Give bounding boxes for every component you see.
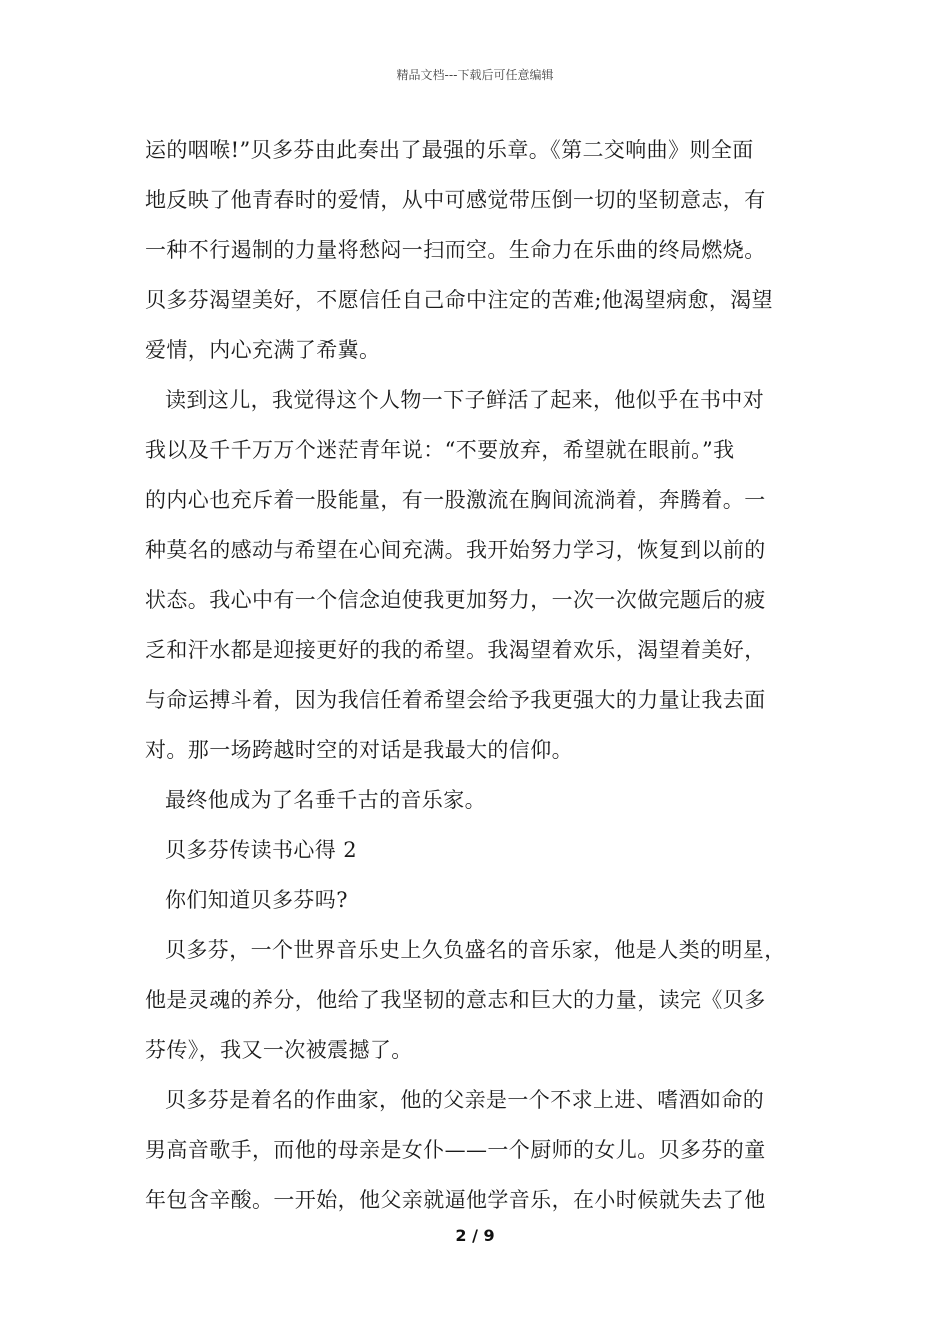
text-line: 运的咽喉!”贝多芬由此奏出了最强的乐章。《第二交响曲》则全面 bbox=[145, 138, 754, 162]
text-line: 他是灵魂的养分，他给了我坚韧的意志和巨大的力量，读完《贝多 bbox=[145, 988, 766, 1012]
text-line: 年包含辛酸。一开始，他父亲就逼他学音乐，在小时候就失去了他 bbox=[145, 1188, 766, 1212]
text-line: 我以及千千万万个迷茫青年说：“不要放弃，希望就在眼前。”我 bbox=[145, 438, 735, 462]
text-line: 贝多芬渴望美好，不愿信任自己命中注定的苦难;他渴望病愈，渴望 bbox=[145, 288, 774, 312]
text-line: 芬传》，我又一次被震撼了。 bbox=[145, 1038, 413, 1062]
text-line: 对。那一场跨越时空的对话是我最大的信仰。 bbox=[145, 738, 573, 762]
text-line: 贝多芬，一个世界音乐史上久负盛名的音乐家，他是人类的明星， bbox=[165, 938, 786, 962]
text-line: 与命运搏斗着，因为我信任着希望会给予我更强大的力量让我去面 bbox=[145, 688, 766, 712]
text-line: 的内心也充斥着一股能量，有一股激流在胸间流淌着，奔腾着。一 bbox=[145, 488, 766, 512]
text-line: 地反映了他青春时的爱情，从中可感觉带压倒一切的坚韧意志，有 bbox=[145, 188, 766, 212]
text-line: 你们知道贝多芬吗? bbox=[165, 888, 348, 912]
text-line: 乏和汗水都是迎接更好的我的希望。我渴望着欢乐，渴望着美好， bbox=[145, 638, 766, 662]
text-line: 爱情，内心充满了希冀。 bbox=[145, 338, 381, 362]
document-body bbox=[145, 125, 813, 1225]
text-line: 状态。我心中有一个信念迫使我更加努力，一次一次做完题后的疲 bbox=[145, 588, 766, 612]
text-line: 贝多芬是着名的作曲家，他的父亲是一个不求上进、嗜酒如命的 bbox=[165, 1088, 765, 1112]
text-line: 一种不行遏制的力量将愁闷一扫而空。生命力在乐曲的终局燃烧。 bbox=[145, 238, 766, 262]
text-line: 读到这儿，我觉得这个人物一下子鲜活了起来，他似乎在书中对 bbox=[165, 388, 765, 412]
text-line: 种莫名的感动与希望在心间充满。我开始努力学习，恢复到以前的 bbox=[145, 538, 766, 562]
page-number: 2 / 9 bbox=[455, 1226, 495, 1245]
section-heading: 贝多芬传读书心得 2 bbox=[165, 838, 358, 862]
page-header: 精品文档---下载后可任意编辑 bbox=[396, 68, 554, 82]
text-line: 男高音歌手，而他的母亲是女仆——一个厨师的女儿。贝多芬的童 bbox=[145, 1138, 766, 1162]
text-line: 最终他成为了名垂千古的音乐家。 bbox=[165, 788, 486, 812]
